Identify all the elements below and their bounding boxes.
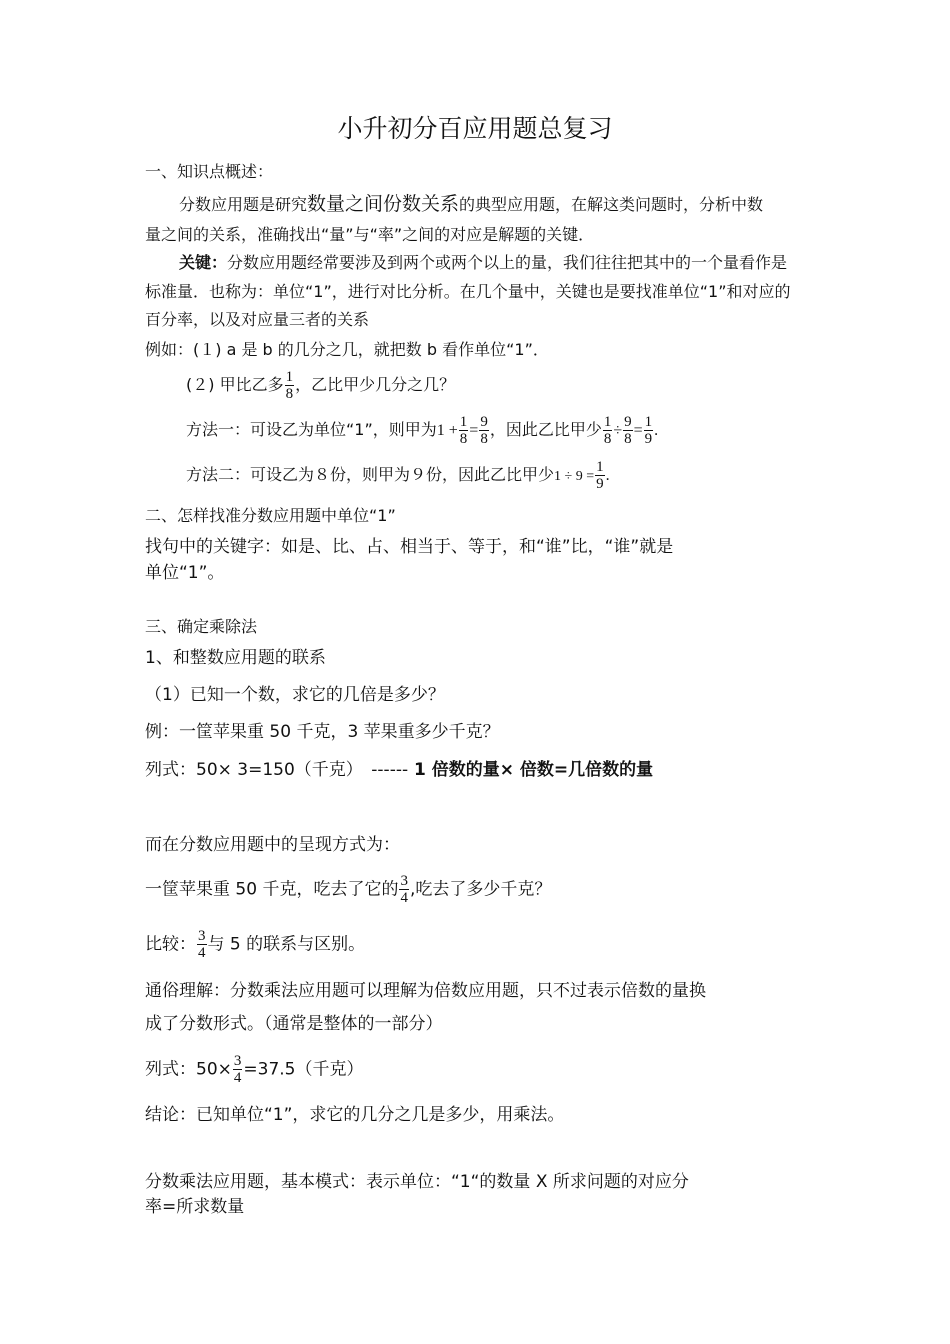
paragraph-2-line-1: 关键：分数应用题经常要涉及到两个或两个以上的量，我们往往把其中的一个量看作是 bbox=[179, 253, 788, 272]
fraction-3-4: $\frac{3}{4}$ bbox=[198, 928, 206, 961]
page-title: 小升初分百应用题总复习 bbox=[337, 114, 613, 143]
example-1: 例如：(１) a 是 b 的几分之几，就把数 b 看作单位“1”． bbox=[145, 340, 549, 359]
plain-explanation-line-1: 通俗理解：分数乘法应用题可以理解为倍数应用题，只不过表示倍数的量换 bbox=[145, 981, 706, 1001]
example-apples: 例：一筐苹果重 50 千克，3 苹果重多少千克？ bbox=[145, 722, 500, 742]
fraction-1-8: $\frac{1}{8}$ bbox=[285, 369, 294, 402]
fraction: $\frac{1}{9}$ bbox=[596, 459, 604, 492]
highlight-text: 数量之间份数关系 bbox=[307, 193, 460, 215]
fraction: $\frac{1}{9}$ bbox=[644, 414, 653, 447]
method-1: 方法一：可设乙为单位“1”，则甲为1 + $\frac{1}{8}$ = $\frac{9}{8}$ ，因此乙比甲少 $\frac{1}{8}$ ÷ $\frac{9}{8}$ = $\frac{1}{9}$ . bbox=[186, 414, 659, 447]
basic-mode-line-2: 率=所求数量 bbox=[145, 1197, 245, 1217]
fraction: $\frac{9}{8}$ bbox=[624, 414, 632, 447]
fraction: $\frac{9}{8}$ bbox=[480, 414, 488, 447]
comparison: 比较： $\frac{3}{4}$ 与 5 的联系与区别。 bbox=[145, 928, 366, 961]
paragraph-1-line-1: 分数应用题是研究数量之间份数关系的典型应用题，在解这类问题时，分析中数 bbox=[179, 193, 764, 215]
subsection-1-heading: 1、和整数应用题的联系 bbox=[145, 648, 326, 668]
key-label: 关键： bbox=[179, 253, 228, 272]
fraction-3-4: $\frac{3}{4}$ bbox=[233, 1053, 242, 1086]
fraction: $\frac{1}{8}$ bbox=[603, 414, 612, 447]
section-3-heading: 三、确定乘除法 bbox=[145, 617, 258, 636]
section-2-line-1: 找句中的关键字：如是、比、占、相当于、等于，和“谁”比，“谁”就是 bbox=[145, 537, 674, 557]
rule-text: 1 倍数的量× 倍数=几倍数的量 bbox=[408, 760, 654, 780]
plain-explanation-line-2: 成了分数形式。（通常是整体的一部分） bbox=[145, 1014, 443, 1034]
section-2-heading: 二、怎样找准分数应用题中单位“1” bbox=[145, 506, 396, 525]
example-2: (２) 甲比乙多 $\frac{1}{8}$ ，乙比甲少几分之几？ bbox=[186, 369, 456, 402]
presentation-intro: 而在分数应用题中的呈现方式为： bbox=[145, 835, 400, 855]
basic-mode-line-1: 分数乘法应用题，基本模式：表示单位：“1“的数量 X 所求问题的对应分 bbox=[145, 1172, 689, 1192]
formula-fraction: 列式：50× $\frac{3}{4}$ =37.5（千克） bbox=[145, 1053, 364, 1086]
fraction-3-4: $\frac{3}{4}$ bbox=[400, 873, 408, 906]
question-1: （1）已知一个数，求它的几倍是多少？ bbox=[145, 685, 445, 705]
paragraph-1-line-2: 量之间的关系，准确找出“量”与“率”之间的对应是解题的关键． bbox=[145, 225, 595, 244]
method-2: 方法二：可设乙为８份，则甲为９份，因此乙比甲少1 ÷ 9 = $\frac{1}{9}$ . bbox=[186, 459, 610, 492]
paragraph-2-line-3: 百分率，以及对应量三者的关系 bbox=[145, 310, 370, 329]
apple-problem: 一筐苹果重 50 千克，吃去了它的 $\frac{3}{4}$ ,吃去了多少千克？ bbox=[145, 873, 552, 906]
section-2-line-2: 单位“1”。 bbox=[145, 563, 225, 583]
fraction: $\frac{1}{8}$ bbox=[459, 414, 468, 447]
paragraph-2-line-2: 标准量．也称为：单位“1”，进行对比分析。在几个量中，关键也是要找准单位“1”和对应的 bbox=[145, 282, 791, 301]
conclusion: 结论：已知单位“1”，求它的几分之几是多少，用乘法。 bbox=[145, 1105, 565, 1125]
formula-integer: 列式：50× 3=150（千克） ------ 1 倍数的量× 倍数=几倍数的量 bbox=[145, 760, 654, 780]
section-1-heading: 一、知识点概述： bbox=[145, 162, 274, 181]
